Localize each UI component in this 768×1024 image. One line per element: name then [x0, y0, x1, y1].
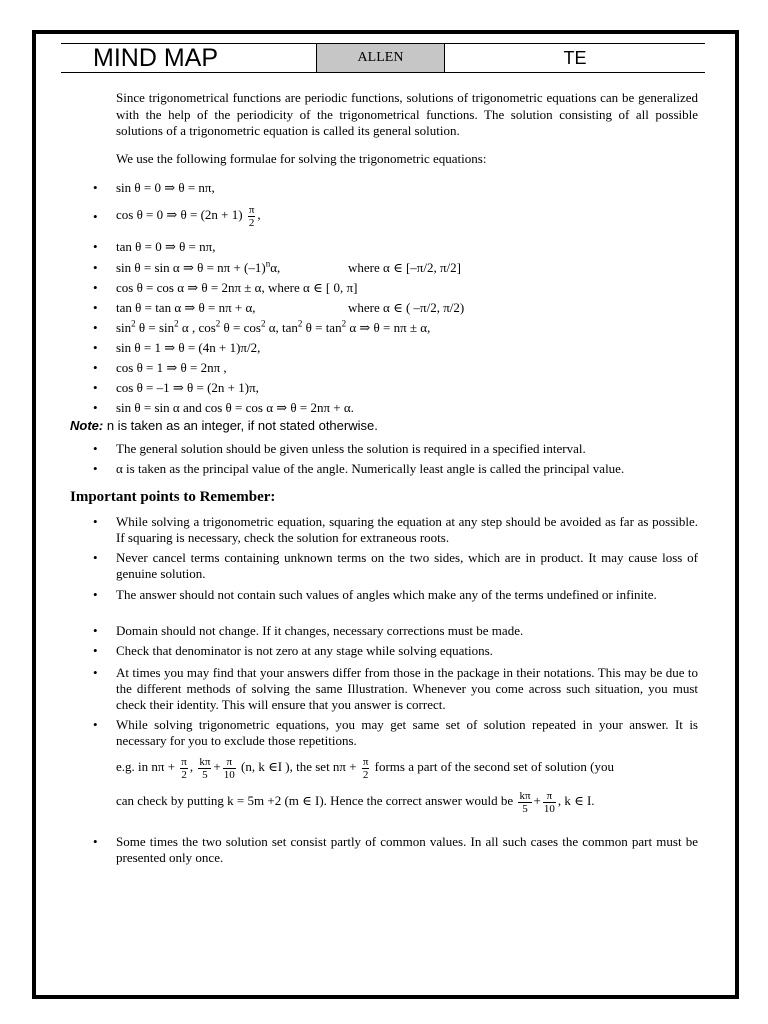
- fraction-den: 10: [543, 802, 555, 815]
- fraction: [543, 790, 556, 815]
- header-subject: TE: [563, 48, 587, 68]
- note-text: n is taken as an integer, if not stated otherwise.: [106, 418, 378, 433]
- square-sup: 2: [174, 318, 179, 329]
- fraction-num: π: [248, 203, 255, 216]
- fraction: [180, 756, 188, 781]
- bullet: •: [93, 239, 98, 254]
- bullet: •: [93, 441, 98, 456]
- formula-2-end: ,: [257, 207, 261, 222]
- formula-2-lhs: cos θ = 0 ⇒ θ = (2n + 1): [116, 207, 243, 222]
- fraction-num: kπ: [199, 755, 211, 768]
- formula-7-part: θ = sin: [138, 320, 175, 335]
- point-7: While solving trigonometric equations, you may get same set of solution repeated in your answer. It is necessary for you to exclude those repetitions.: [116, 717, 698, 748]
- bullet: •: [93, 209, 98, 224]
- formula-4-where: where α ∈ [–π/2, π/2]: [348, 260, 461, 275]
- formula-4-sup: n: [265, 258, 271, 269]
- bullet: •: [93, 587, 98, 602]
- example-text: +: [213, 759, 221, 774]
- fraction-num: π: [181, 755, 187, 768]
- formula-6: [116, 300, 698, 316]
- formula-7-part: α , cos: [181, 320, 216, 335]
- formula-7-part: θ = cos: [223, 320, 261, 335]
- intro-formulae-line: We use the following formulae for solving the trigonometric equations:: [116, 151, 487, 166]
- fraction: [223, 756, 236, 781]
- formula-1: sin θ = 0 ⇒ θ = nπ,: [116, 180, 215, 195]
- example-line-2: [116, 784, 698, 818]
- point-6: At times you may find that your answers differ from those in the package in their notations. This may be due to the different methods of solving the same Illustration. Whenever you come across such situation, you must check their identity. This will ensure that you answer is correct.: [116, 665, 698, 712]
- bullet: •: [93, 380, 98, 395]
- formula-7-part: sin: [116, 320, 132, 335]
- fraction-num: π: [543, 790, 556, 803]
- example-text: +: [533, 793, 541, 808]
- bullet: •: [93, 623, 98, 638]
- fraction-den: 5: [202, 768, 208, 781]
- fraction-den: 2: [181, 768, 187, 781]
- fraction: [198, 756, 211, 781]
- bullet: •: [93, 180, 98, 195]
- fraction-den: 2: [362, 768, 369, 781]
- note-point-1: The general solution should be given unless the solution is required in a specified interval.: [116, 441, 586, 456]
- formula-9: cos θ = 1 ⇒ θ = 2nπ ,: [116, 360, 227, 375]
- example-line-1: [116, 750, 698, 784]
- bullet: •: [93, 400, 98, 415]
- intro-paragraph: Since trigonometrical functions are periodic functions, solutions of trigonometric equations can be generalized with the help of the periodicity of the trigonometrical functions. The solution consisting of all possible solutions of a trigonometric equation is called its general solution.: [116, 90, 698, 138]
- square-sup: 2: [215, 318, 221, 329]
- point-3: The answer should not contain such values of angles which make any of the terms undefined or infinite.: [116, 587, 657, 602]
- formula-10: cos θ = –1 ⇒ θ = (2n + 1)π,: [116, 380, 259, 395]
- bullet: •: [93, 717, 98, 732]
- important-heading: Important points to Remember:: [70, 489, 276, 505]
- formula-4-main: sin θ = sin α ⇒ θ = nπ + (–1): [116, 260, 266, 275]
- formula-7-part: α, tan: [268, 320, 298, 335]
- example-text: forms a part of the second set of solution (you: [374, 759, 615, 774]
- bullet: •: [93, 260, 98, 275]
- square-sup: 2: [260, 318, 266, 329]
- fraction-den: 2: [248, 216, 255, 229]
- fraction: [248, 204, 256, 229]
- bullet: •: [93, 514, 98, 529]
- formula-8: sin θ = 1 ⇒ θ = (4n + 1)π/2,: [116, 340, 261, 355]
- fraction: [362, 756, 370, 781]
- bullet: •: [93, 360, 98, 375]
- formula-11: sin θ = sin α and cos θ = cos α ⇒ θ = 2nπ + α.: [116, 400, 354, 415]
- header-title: MIND MAP: [93, 44, 218, 72]
- square-sup: 2: [297, 318, 303, 329]
- bullet: •: [93, 340, 98, 355]
- bullet: •: [93, 665, 98, 680]
- formula-6-where: where α ∈ ( –π/2, π/2): [348, 300, 465, 315]
- fraction-den: 10: [223, 768, 235, 781]
- square-sup: 2: [131, 318, 136, 329]
- fraction: [518, 790, 531, 815]
- point-8: Some times the two solution set consist partly of common values. In all such cases the common part must be presented only once.: [116, 834, 698, 865]
- fraction-den: 5: [522, 802, 528, 815]
- point-2: Never cancel terms containing unknown terms on the two sides, which are in product. It may cause loss of genuine solution.: [116, 550, 698, 581]
- formula-7: [116, 320, 698, 336]
- formula-3: tan θ = 0 ⇒ θ = nπ,: [116, 239, 216, 254]
- header-brand: ALLEN: [316, 44, 445, 72]
- bullet: •: [93, 461, 98, 476]
- bullet: •: [93, 300, 98, 315]
- formula-7-part: θ = tan: [305, 320, 342, 335]
- example-text: e.g. in nπ +: [116, 759, 176, 774]
- example-text: ,: [189, 759, 194, 774]
- fraction-num: π: [362, 755, 369, 768]
- formula-7-part: α ⇒ θ = nπ ± α,: [349, 320, 431, 335]
- bullet: •: [93, 643, 98, 658]
- formula-6-main: tan θ = tan α ⇒ θ = nπ + α,: [116, 300, 256, 315]
- page-header: [61, 43, 705, 73]
- point-1: While solving a trigonometric equation, squaring the equation at any step should be avoided as far as possible. If squaring is necessary, check the solution for extraneous roots.: [116, 514, 698, 545]
- bullet: •: [93, 834, 98, 849]
- fraction-num: kπ: [519, 789, 531, 802]
- point-4: Domain should not change. If it changes, necessary corrections must be made.: [116, 623, 524, 638]
- note-point-2: α is taken as the principal value of the angle. Numerically least angle is called the principal value.: [116, 461, 625, 476]
- example-text: can check by putting k = 5m +2 (m ∈ I). Hence the correct answer would be: [116, 793, 514, 808]
- example-text: (n, k ∈I ), the set nπ +: [241, 759, 357, 774]
- bullet: •: [93, 280, 98, 295]
- formula-4-end: α,: [270, 260, 281, 275]
- note-label: Note:: [70, 418, 104, 433]
- formula-4: [116, 260, 698, 276]
- example-text: , k ∈ I.: [557, 793, 595, 808]
- fraction-num: π: [223, 756, 236, 769]
- note: [70, 418, 378, 433]
- square-sup: 2: [341, 318, 347, 329]
- formula-2: [116, 200, 698, 230]
- bullet: •: [93, 550, 98, 565]
- bullet: •: [93, 320, 98, 335]
- formula-5: cos θ = cos α ⇒ θ = 2nπ ± α, where α ∈ [ 0, π]: [116, 280, 358, 295]
- point-5: Check that denominator is not zero at any stage while solving equations.: [116, 643, 493, 658]
